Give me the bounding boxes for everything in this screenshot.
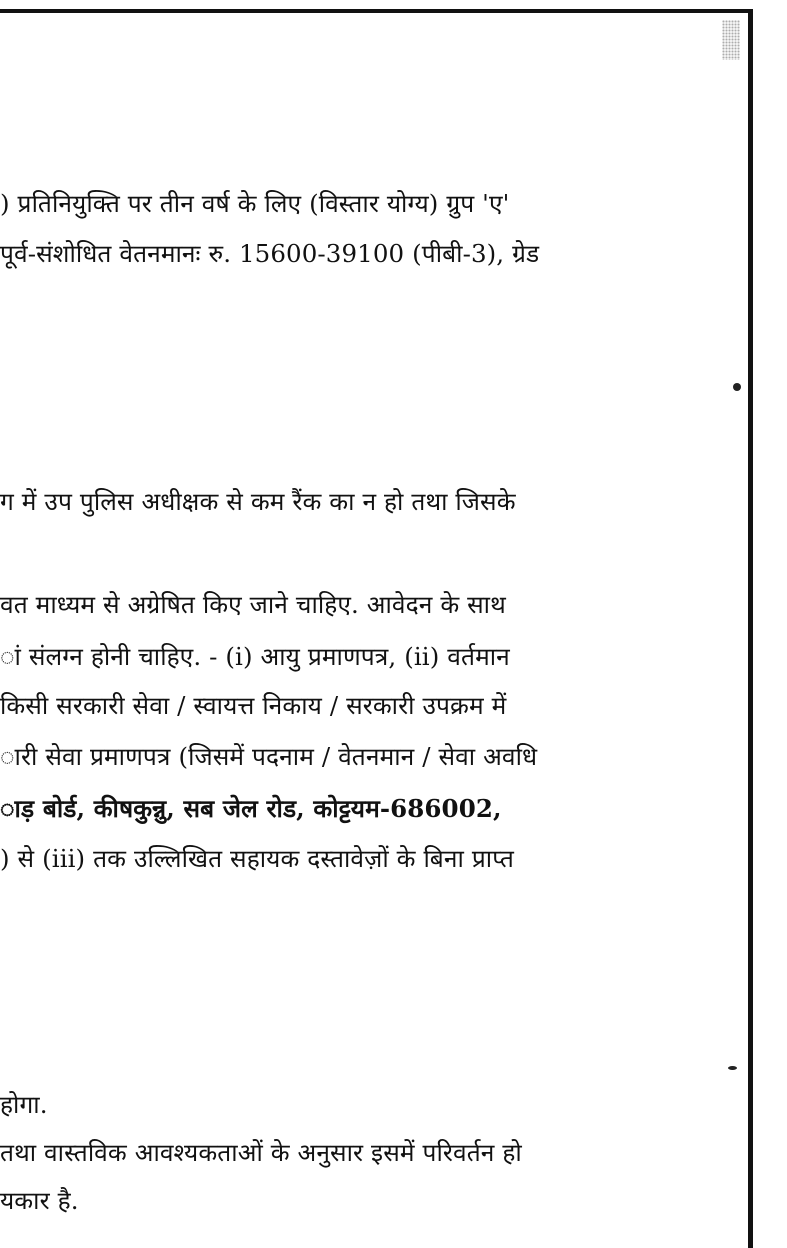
address-line: ाड़ बोर्ड, कीषकुन्नु, सब जेल रोड, कोट्टयम-686002, [0,794,502,823]
text-line-12: यकार है. [0,1186,79,1215]
text-line-6: किसी सरकारी सेवा / स्वायत्त निकाय / सरकारी उपक्रम में [0,691,507,720]
text-line-7: ारी सेवा प्रमाणपत्र (जिसमें पदनाम / वेतनमान / सेवा अवधि [0,742,538,771]
ink-mark [733,383,741,391]
text-line-5: ां संलग्न होनी चाहिए. - (i) आयु प्रमाणपत्र, (ii) वर्तमान [0,642,510,671]
text-line-2: पूर्व-संशोधित वेतनमानः रु. 15600-39100 (पीबी-3), ग्रेड [0,239,540,268]
text-line-4: वत माध्यम से अग्रेषित किए जाने चाहिए. आवेदन के साथ [0,590,506,619]
text-line-11: तथा वास्तविक आवश्यकताओं के अनुसार इसमें परिवर्तन हो [0,1138,522,1167]
text-line-9: ) से (iii) तक उल्लिखित सहायक दस्तावेज़ों के बिना प्राप्त [0,844,514,873]
scan-speckle [722,20,740,60]
page-border-top [0,9,752,13]
text-line-3: ग में उप पुलिस अधीक्षक से कम रैंक का न हो तथा जिसके [0,487,516,516]
ink-mark [728,1066,737,1070]
text-line-10: होगा. [0,1090,48,1119]
page-border-right [748,9,753,1248]
text-line-1: ) प्रतिनियुक्ति पर तीन वर्ष के लिए (विस्तार योग्य) ग्रुप 'ए' [0,189,510,218]
